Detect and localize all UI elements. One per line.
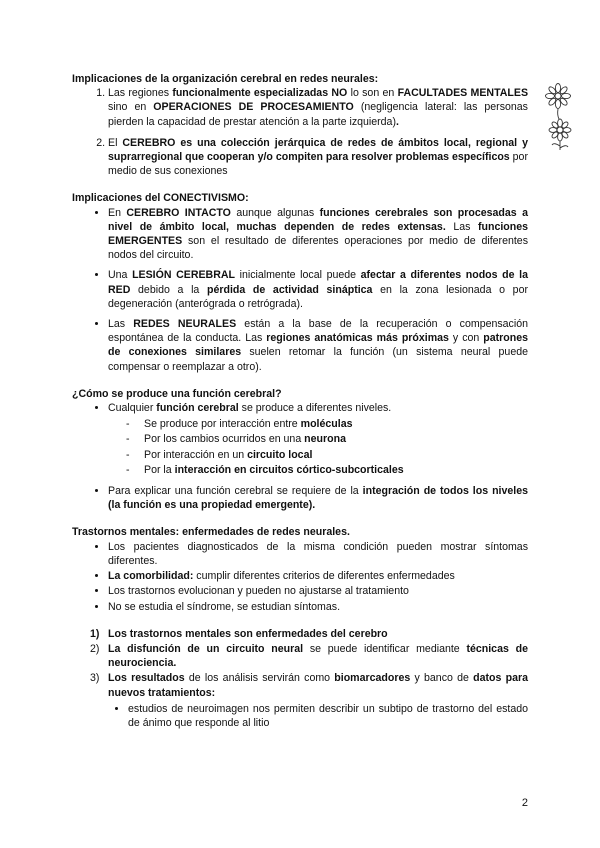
text: lo son en [347,87,398,100]
list-item [108,86,528,129]
item-number: 3) [90,672,100,685]
text: Las [445,220,478,233]
bullet-list [72,540,528,614]
text: sino en [108,101,154,114]
text: Se produce por interacción entre [144,418,301,431]
text: son el resultado de diferentes operaciones por medio de diferentes nodos del circuito. [108,235,528,262]
text: inicialmente local puede [234,269,361,282]
section-conectivismo [72,191,528,373]
bold-text: circuito local [247,448,313,461]
bold-text: REDES NEURALES [133,318,237,331]
text: Las regiones [108,87,173,100]
text: En [108,206,127,219]
bullet-list [72,484,528,512]
text: se puede identificar mediante [303,642,467,655]
list-item [108,317,528,374]
bold-text: LESIÓN CEREBRAL [132,269,235,282]
bold-text: integración de todos los niveles (la función es una propiedad emergente). [108,485,528,512]
bold-text: Los resultados [108,672,185,685]
bold-text: pérdida de actividad sináptica [206,283,373,296]
text: Los trastornos evolucionan y pueden no ajustarse al tratamiento [108,585,409,598]
section-organizacion [72,72,528,178]
bold-text: neurona [304,433,346,446]
dash-item [126,417,528,431]
bold-text: biomarcadores [334,672,411,685]
list-item [108,540,528,568]
text: Por los cambios ocurridos en una [144,433,305,446]
text: se produce a diferentes niveles. [238,402,392,415]
flower-doodle-icon [540,82,576,152]
text: y con [448,332,484,345]
text: por medio de sus conexiones [108,151,528,178]
text: debido a la [130,283,207,296]
text: Para explicar una función cerebral se requiere de la [108,485,363,498]
list-item [108,600,528,614]
text: No se estudia el síndrome, se estudian síntomas. [108,600,341,613]
section-trastornos [72,525,528,730]
text: (negligencia lateral: las personas pierden la capacidad de prestar atención a la parte izquierda) [108,101,528,128]
document-body [72,72,528,743]
text: cumplir diferentes criterios de diferentes enfermedades [193,570,455,583]
text: Por la [144,463,175,476]
text: Cualquier [108,402,157,415]
bold-text: regiones anatómicas más próximas [266,332,449,345]
text: y banco de [410,672,474,685]
list-item [108,136,528,179]
section-heading: Implicaciones de la organización cerebral en redes neurales: [72,73,379,85]
list-item [108,484,528,512]
text: Una [108,269,133,282]
bullet-list [72,401,528,477]
text: suelen retomar la función (un sistema neural puede compensar o reemplazar a otro). [108,346,528,373]
bold-text: . [395,115,399,128]
bold-text: moléculas [300,418,353,431]
list-item [90,642,528,670]
list-item [108,206,528,263]
bold-text: afectar a diferentes nodos de la RED [108,269,528,296]
dash-list [108,417,528,477]
bold-text: funciones EMERGENTES [108,220,528,248]
text: Los pacientes diagnosticados de la misma condición pueden mostrar síntomas diferentes. [108,540,528,567]
bullet-list [72,206,528,374]
bold-text: funcionalmente especializadas NO [172,87,348,100]
list-item [90,671,528,730]
paren-numbered-list [72,627,528,730]
section-heading: Trastornos mentales: enfermedades de redes neurales. [72,526,350,539]
list-item [108,569,528,583]
bold-text: CEREBRO INTACTO [126,206,231,219]
bold-text: función cerebral [156,402,239,415]
sub-bullet-list [108,702,528,730]
dash-item [126,448,528,462]
dash-item [126,432,528,446]
bold-text: OPERACIONES DE PROCESAMIENTO [153,101,354,114]
text: El [108,136,123,149]
bold-text: CEREBRO es una colección jerárquica de redes de ámbitos local, regional y suprarregional que cooperan y/o compiten para resolver problemas específicos [108,136,528,164]
item-number: 2) [90,642,100,655]
text: están a la base de la recuperación o compensación espontánea de la conducta. Las [108,318,528,345]
bold-text: Los trastornos mentales son enfermedades del cerebro [108,627,388,640]
bold-text: funciones cerebrales son procesadas a nivel de ámbito local, muchas dependen de redes extensas. [108,206,528,233]
numbered-list [72,86,528,178]
bold-text: patrones de conexiones similares [108,332,528,359]
text: Por interacción en un [144,448,248,461]
bold-text: La comorbilidad: [108,570,194,583]
section-heading: ¿Cómo se produce una función cerebral? [72,387,282,400]
bold-text: interacción en circuitos córtico-subcorticales [174,463,404,476]
dash-item [126,463,528,477]
section-heading: Implicaciones del CONECTIVISMO: [72,192,249,205]
section-funcion-cerebral [72,387,528,513]
text: aunque algunas [230,206,320,219]
list-item [108,584,528,598]
text: de los análisis servirán como [184,672,335,685]
text: en la zona lesionada o por degeneración (anterógrada o retrógrada). [108,283,528,310]
bold-text: datos para nuevos tratamientos: [108,672,529,699]
list-item [128,702,528,730]
text: estudios de neuroimagen nos permiten describir un subtipo de trastorno del estado de ánimo que responde al litio [128,702,528,729]
bold-text: FACULTADES MENTALES [397,87,529,100]
item-number: 1) [90,627,100,640]
list-item [108,268,528,311]
text: Las [108,318,134,331]
bold-text: técnicas de neurociencia. [108,642,528,670]
bold-text: La disfunción de un circuito neural [108,642,304,655]
list-item [108,401,528,477]
page-number: 2 [521,797,528,809]
list-item [90,627,528,641]
